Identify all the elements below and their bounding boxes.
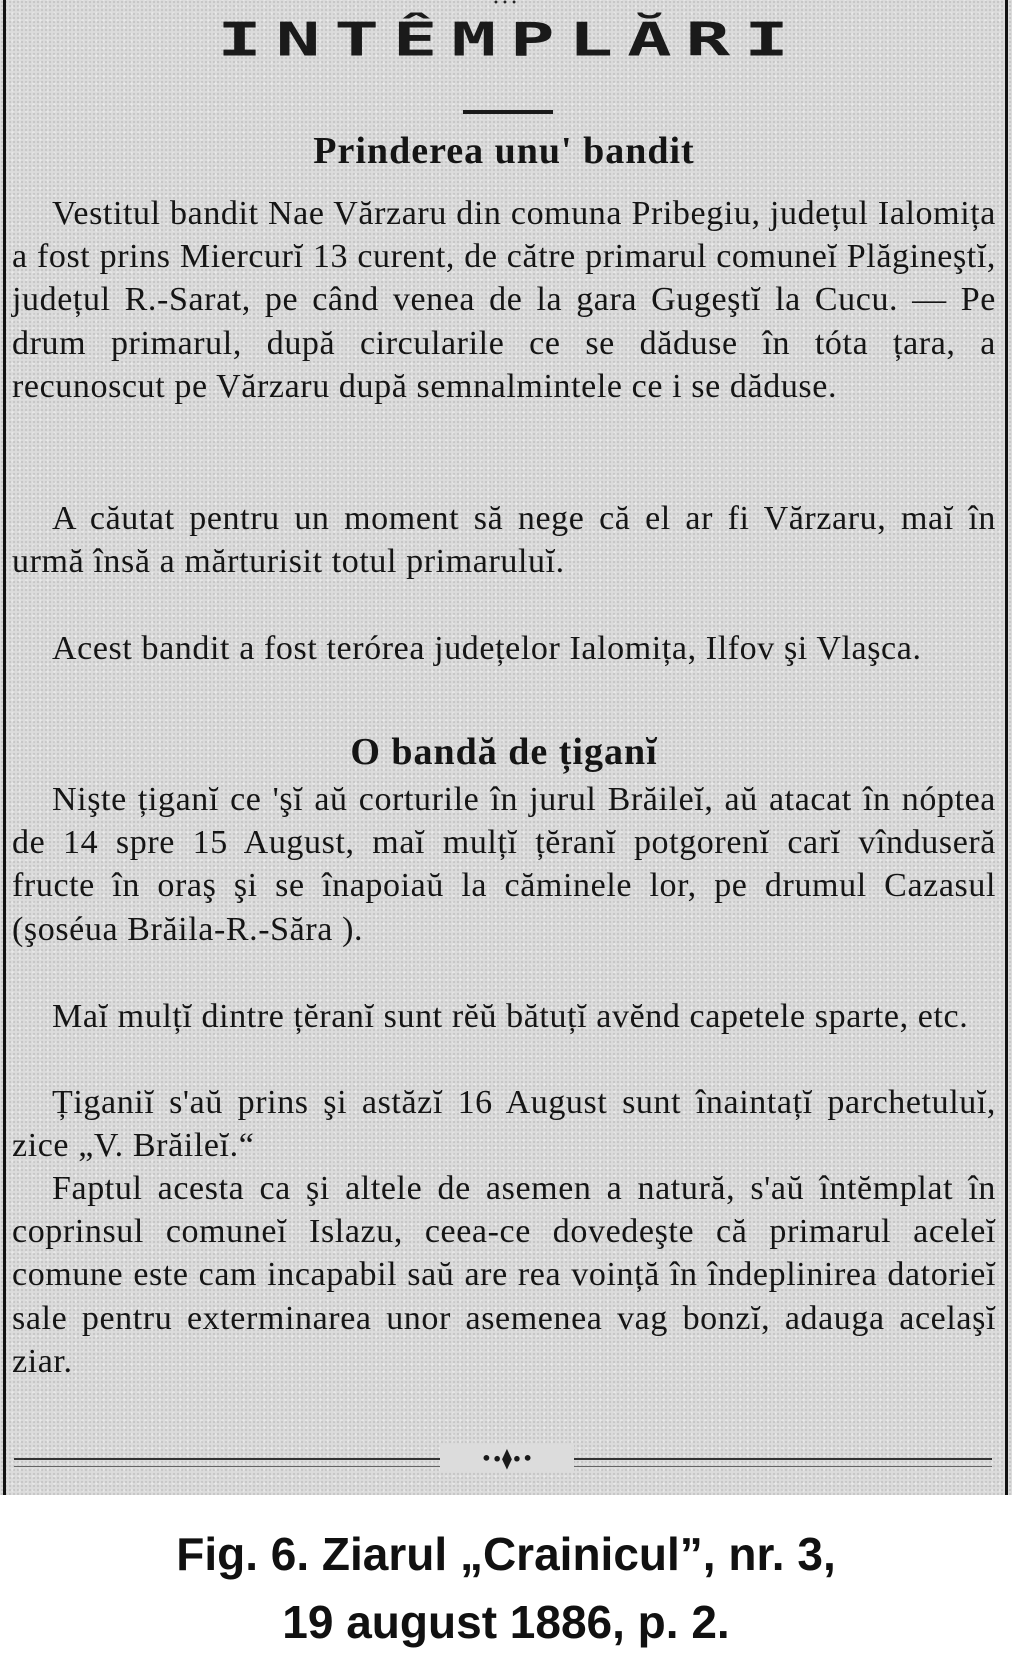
article-paragraph: Maĭ mulțĭ dintre țĕranĭ sunt rĕŭ bătuțĭ avĕnd capetele sparte, etc.	[52, 998, 969, 1035]
bottom-ornament: •∙⧫∙•	[440, 1444, 574, 1472]
section-heading: INTÊMPLĂRI	[217, 13, 803, 67]
caption-line-2: 19 august 1886, p. 2.	[282, 1596, 730, 1648]
article-paragraph: A căutat pentru un moment să nege că el ar fi Vărzaru, maĭ în urmă însă a mărturisit totul primaruluĭ.	[12, 500, 996, 581]
scan-border-left	[3, 0, 6, 1495]
top-ornament: • • •	[492, 0, 518, 9]
article-paragraph: Faptul acesta ca şi altele de asemen a natură, s'aŭ întĕmplat în coprinsul comuneĭ Islazu, ceea-ce dovedeşte că primarul aceleĭ comune este cam incapabil saŭ are rea voință în îndeplinirea datorieĭ sale pentru exterminarea unor asemenea vag bonzĭ, adauga acelaşĭ ziar.	[12, 1170, 996, 1380]
article-paragraph: Vestitul bandit Nae Vărzaru din comuna Pribegiu, județul Ialomița a fost prins Miercurĭ 13 curent, de către primarul comuneĭ Plăgineştĭ, județul R.-Sarat, pe când venea de la gara Gugeştĭ la Cucu. — Pe drum primarul, după circularile ce se dăduse în tóta țara, a recunoscut pe Vărzaru după semnalmintele ce i se dăduse.	[12, 195, 996, 405]
article-title: Prinderea unu' bandit	[313, 130, 695, 172]
caption-line-1: Fig. 6. Ziarul „Crainicul”, nr. 3,	[176, 1528, 836, 1580]
heading-divider	[463, 110, 553, 114]
article-paragraph: Nişte țiganĭ ce 'şĭ aŭ corturile în jurul Brăileĭ, aŭ atacat în nóptea de 14 spre 15 August, maĭ mulțĭ țĕranĭ potgorenĭ carĭ vînduseră fructe în oraş şi se înapoiaŭ la căminele lor, pe drumul Cazasul (şoséua Brăila-R.-Săra ).	[12, 781, 996, 948]
article-paragraph: Acest bandit a fost terórea județelor Ialomița, Ilfov şi Vlaşca.	[52, 630, 922, 667]
scan-border-right	[1005, 0, 1008, 1495]
article-title: O bandă de țiganĭ	[350, 731, 658, 773]
article-paragraph: Țiganiĭ s'aŭ prins şi astăzĭ 16 August sunt înaintațĭ parchetuluĭ, zice „V. Brăileĭ.“	[12, 1084, 996, 1165]
figure-caption	[0, 1520, 1012, 1656]
